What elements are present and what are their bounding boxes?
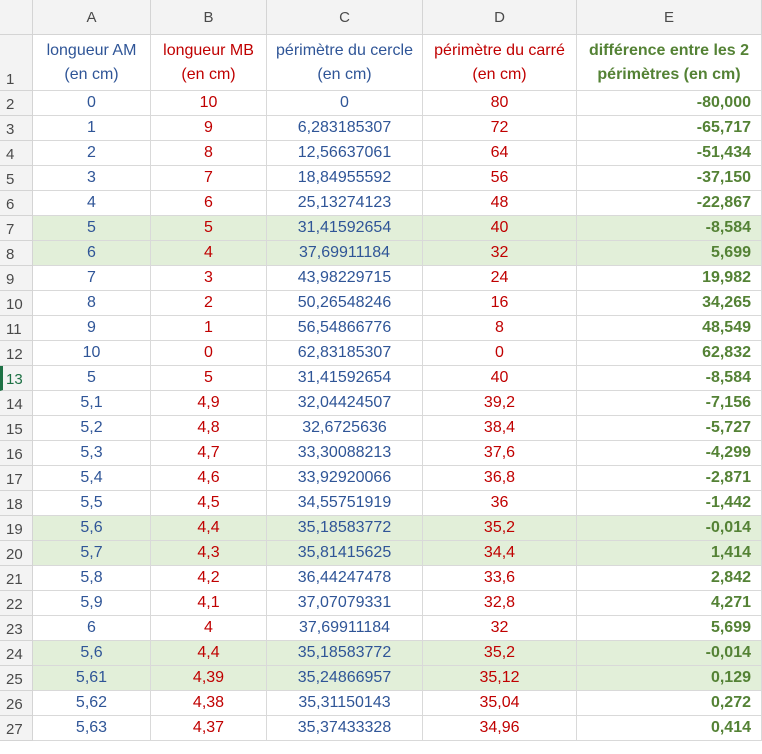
cell-perimetre-cercle[interactable]: 32,04424507 [267, 391, 423, 416]
cell-perimetre-carre[interactable]: 48 [423, 191, 577, 216]
cell-perimetre-cercle[interactable]: 35,18583772 [267, 516, 423, 541]
header-row [0, 35, 762, 91]
cell-perimetre-carre[interactable]: 39,2 [423, 391, 577, 416]
table-row [0, 516, 762, 541]
cell-perimetre-carre[interactable]: 35,04 [423, 691, 577, 716]
cell-perimetre-cercle[interactable]: 35,31150143 [267, 691, 423, 716]
cell-longueur-am[interactable]: 5,5 [33, 491, 151, 516]
row-number[interactable]: 16 [0, 441, 33, 466]
cell-longueur-mb[interactable]: 3 [151, 266, 267, 291]
table-row [0, 241, 762, 266]
cell-perimetre-cercle[interactable]: 31,41592654 [267, 366, 423, 391]
cell-perimetre-carre[interactable]: 37,6 [423, 441, 577, 466]
cell-perimetre-cercle[interactable]: 25,13274123 [267, 191, 423, 216]
row-number[interactable]: 2 [0, 91, 33, 116]
cell-difference[interactable]: -65,717 [577, 116, 762, 141]
cell-perimetre-carre[interactable]: 72 [423, 116, 577, 141]
row-number[interactable]: 21 [0, 566, 33, 591]
column-headers [33, 0, 762, 35]
header-cell-longueur-am[interactable]: longueur AM (en cm) [33, 35, 151, 91]
cell-longueur-am[interactable]: 6 [33, 241, 151, 266]
cell-difference[interactable]: -51,434 [577, 141, 762, 166]
cell-difference[interactable]: 0,129 [577, 666, 762, 691]
cell-longueur-am[interactable]: 3 [33, 166, 151, 191]
cell-longueur-mb[interactable]: 0 [151, 341, 267, 366]
cell-longueur-mb[interactable]: 1 [151, 316, 267, 341]
row-number[interactable]: 14 [0, 391, 33, 416]
cell-perimetre-carre[interactable]: 35,2 [423, 516, 577, 541]
cell-difference[interactable]: 5,699 [577, 616, 762, 641]
table-row [0, 91, 762, 116]
cell-perimetre-cercle[interactable]: 18,84955592 [267, 166, 423, 191]
cell-longueur-am[interactable]: 7 [33, 266, 151, 291]
cell-perimetre-carre[interactable]: 34,96 [423, 716, 577, 741]
header-cell-perimetre-cercle[interactable]: périmètre du cercle (en cm) [267, 35, 423, 91]
table-row [0, 216, 762, 241]
row-number[interactable]: 1 [0, 35, 33, 91]
column-header-b[interactable]: B [151, 0, 267, 35]
cell-longueur-am[interactable]: 10 [33, 341, 151, 366]
cell-difference[interactable]: 48,549 [577, 316, 762, 341]
cell-perimetre-carre[interactable]: 40 [423, 366, 577, 391]
row-number[interactable]: 5 [0, 166, 33, 191]
cell-longueur-mb[interactable]: 8 [151, 141, 267, 166]
cell-perimetre-cercle[interactable]: 34,55751919 [267, 491, 423, 516]
cell-perimetre-cercle[interactable]: 35,24866957 [267, 666, 423, 691]
table-row [0, 416, 762, 441]
row-number[interactable]: 12 [0, 341, 33, 366]
cell-longueur-mb[interactable]: 4,4 [151, 641, 267, 666]
cell-perimetre-carre[interactable]: 38,4 [423, 416, 577, 441]
row-number[interactable]: 17 [0, 466, 33, 491]
cell-longueur-mb[interactable]: 5 [151, 216, 267, 241]
table-row [0, 566, 762, 591]
row-number[interactable]: 27 [0, 716, 33, 741]
cell-longueur-am[interactable]: 5,63 [33, 716, 151, 741]
cell-longueur-mb[interactable]: 4,2 [151, 566, 267, 591]
cell-difference[interactable]: -5,727 [577, 416, 762, 441]
column-header-a[interactable]: A [33, 0, 151, 35]
cell-difference[interactable]: -37,150 [577, 166, 762, 191]
table-row [0, 541, 762, 566]
cell-longueur-am[interactable]: 5,4 [33, 466, 151, 491]
row-number[interactable]: 24 [0, 641, 33, 666]
row-number[interactable]: 26 [0, 691, 33, 716]
cell-longueur-am[interactable]: 5,6 [33, 516, 151, 541]
cell-difference[interactable]: 1,414 [577, 541, 762, 566]
cell-longueur-mb[interactable]: 4,5 [151, 491, 267, 516]
cell-longueur-mb[interactable]: 6 [151, 191, 267, 216]
row-number[interactable]: 22 [0, 591, 33, 616]
cell-perimetre-cercle[interactable]: 12,56637061 [267, 141, 423, 166]
cell-perimetre-cercle[interactable]: 37,69911184 [267, 241, 423, 266]
table-row [0, 116, 762, 141]
table-row [0, 391, 762, 416]
header-cell-difference[interactable]: différence entre les 2 périmètres (en cm) [577, 35, 762, 91]
cell-perimetre-carre[interactable]: 40 [423, 216, 577, 241]
cell-longueur-mb[interactable]: 9 [151, 116, 267, 141]
cell-longueur-am[interactable]: 5,8 [33, 566, 151, 591]
column-header-e[interactable]: E [577, 0, 762, 35]
cell-longueur-mb[interactable]: 4,37 [151, 716, 267, 741]
cell-perimetre-cercle[interactable]: 50,26548246 [267, 291, 423, 316]
row-number[interactable]: 13 [0, 366, 33, 391]
cell-perimetre-cercle[interactable]: 62,83185307 [267, 341, 423, 366]
cell-longueur-am[interactable]: 8 [33, 291, 151, 316]
select-all-corner[interactable] [0, 0, 33, 35]
table-row [0, 291, 762, 316]
table-row [0, 466, 762, 491]
header-cell-perimetre-carre[interactable]: périmètre du carré (en cm) [423, 35, 577, 91]
cell-longueur-am[interactable]: 5,62 [33, 691, 151, 716]
cell-longueur-am[interactable]: 2 [33, 141, 151, 166]
cell-perimetre-carre[interactable]: 80 [423, 91, 577, 116]
cell-longueur-mb[interactable]: 4,8 [151, 416, 267, 441]
cell-perimetre-cercle[interactable]: 0 [267, 91, 423, 116]
cell-perimetre-cercle[interactable]: 31,41592654 [267, 216, 423, 241]
cell-longueur-mb[interactable]: 4,9 [151, 391, 267, 416]
cell-longueur-am[interactable]: 4 [33, 191, 151, 216]
table-row [0, 666, 762, 691]
row-number[interactable]: 11 [0, 316, 33, 341]
cell-perimetre-cercle[interactable]: 43,98229715 [267, 266, 423, 291]
cell-perimetre-carre[interactable]: 36 [423, 491, 577, 516]
cell-difference[interactable]: -2,871 [577, 466, 762, 491]
cell-difference[interactable]: 34,265 [577, 291, 762, 316]
cell-longueur-mb[interactable]: 4,6 [151, 466, 267, 491]
cell-difference[interactable]: -0,014 [577, 516, 762, 541]
row-number[interactable]: 4 [0, 141, 33, 166]
cell-difference[interactable]: 62,832 [577, 341, 762, 366]
cell-perimetre-carre[interactable]: 35,12 [423, 666, 577, 691]
cell-longueur-mb[interactable]: 7 [151, 166, 267, 191]
cell-difference[interactable]: 0,272 [577, 691, 762, 716]
cell-longueur-am[interactable]: 9 [33, 316, 151, 341]
row-number[interactable]: 6 [0, 191, 33, 216]
cell-longueur-mb[interactable]: 5 [151, 366, 267, 391]
cell-longueur-am[interactable]: 1 [33, 116, 151, 141]
cell-difference[interactable]: 4,271 [577, 591, 762, 616]
row-number[interactable]: 10 [0, 291, 33, 316]
cell-perimetre-cercle[interactable]: 35,37433328 [267, 716, 423, 741]
cell-longueur-mb[interactable]: 4,4 [151, 516, 267, 541]
cell-difference[interactable]: -0,014 [577, 641, 762, 666]
row-number[interactable]: 7 [0, 216, 33, 241]
cell-perimetre-cercle[interactable]: 37,69911184 [267, 616, 423, 641]
cell-difference[interactable]: 19,982 [577, 266, 762, 291]
row-number[interactable]: 3 [0, 116, 33, 141]
table-row [0, 591, 762, 616]
cell-longueur-mb[interactable]: 4,38 [151, 691, 267, 716]
cell-difference[interactable]: -4,299 [577, 441, 762, 466]
row-number[interactable]: 18 [0, 491, 33, 516]
cell-perimetre-carre[interactable]: 32 [423, 241, 577, 266]
cell-longueur-am[interactable]: 5,3 [33, 441, 151, 466]
cell-difference[interactable]: 2,842 [577, 566, 762, 591]
cell-longueur-am[interactable]: 5,61 [33, 666, 151, 691]
cell-longueur-am[interactable]: 5,9 [33, 591, 151, 616]
table-row [0, 341, 762, 366]
cell-perimetre-carre[interactable]: 64 [423, 141, 577, 166]
table-row [0, 191, 762, 216]
table-row [0, 716, 762, 741]
cell-longueur-am[interactable]: 5,1 [33, 391, 151, 416]
cell-perimetre-carre[interactable]: 32 [423, 616, 577, 641]
cell-longueur-am[interactable]: 5,2 [33, 416, 151, 441]
cell-perimetre-cercle[interactable]: 37,07079331 [267, 591, 423, 616]
cell-perimetre-carre[interactable]: 36,8 [423, 466, 577, 491]
cell-perimetre-cercle[interactable]: 35,81415625 [267, 541, 423, 566]
row-number[interactable]: 8 [0, 241, 33, 266]
table-row [0, 266, 762, 291]
cell-perimetre-carre[interactable]: 32,8 [423, 591, 577, 616]
cell-longueur-am[interactable]: 0 [33, 91, 151, 116]
cell-longueur-mb[interactable]: 4 [151, 241, 267, 266]
cell-difference[interactable]: -8,584 [577, 366, 762, 391]
cell-perimetre-cercle[interactable]: 6,283185307 [267, 116, 423, 141]
row-number[interactable]: 19 [0, 516, 33, 541]
cell-longueur-am[interactable]: 5 [33, 216, 151, 241]
cell-difference[interactable]: 0,414 [577, 716, 762, 741]
cell-difference[interactable]: -8,584 [577, 216, 762, 241]
row-number[interactable]: 15 [0, 416, 33, 441]
table-row [0, 441, 762, 466]
cell-grid [0, 35, 762, 741]
cell-difference[interactable]: -1,442 [577, 491, 762, 516]
cell-perimetre-cercle[interactable]: 35,18583772 [267, 641, 423, 666]
table-row [0, 641, 762, 666]
cell-longueur-mb[interactable]: 4,1 [151, 591, 267, 616]
row-number[interactable]: 25 [0, 666, 33, 691]
cell-perimetre-carre[interactable]: 33,6 [423, 566, 577, 591]
cell-difference[interactable]: 5,699 [577, 241, 762, 266]
cell-longueur-mb[interactable]: 2 [151, 291, 267, 316]
row-number[interactable]: 23 [0, 616, 33, 641]
cell-perimetre-carre[interactable]: 0 [423, 341, 577, 366]
cell-perimetre-carre[interactable]: 35,2 [423, 641, 577, 666]
cell-perimetre-cercle[interactable]: 33,92920066 [267, 466, 423, 491]
table-row [0, 141, 762, 166]
cell-difference[interactable]: -80,000 [577, 91, 762, 116]
table-row [0, 691, 762, 716]
cell-longueur-am[interactable]: 5,7 [33, 541, 151, 566]
table-row [0, 316, 762, 341]
cell-difference[interactable]: -22,867 [577, 191, 762, 216]
column-header-d[interactable]: D [423, 0, 577, 35]
row-number[interactable]: 9 [0, 266, 33, 291]
cell-perimetre-carre[interactable]: 8 [423, 316, 577, 341]
table-row [0, 491, 762, 516]
row-number[interactable]: 20 [0, 541, 33, 566]
cell-perimetre-carre[interactable]: 56 [423, 166, 577, 191]
cell-perimetre-carre[interactable]: 16 [423, 291, 577, 316]
cell-longueur-mb[interactable]: 10 [151, 91, 267, 116]
cell-longueur-mb[interactable]: 4,3 [151, 541, 267, 566]
table-row [0, 616, 762, 641]
cell-perimetre-carre[interactable]: 34,4 [423, 541, 577, 566]
header-cell-longueur-mb[interactable]: longueur MB (en cm) [151, 35, 267, 91]
cell-longueur-am[interactable]: 5,6 [33, 641, 151, 666]
table-row [0, 366, 762, 391]
cell-longueur-mb[interactable]: 4,39 [151, 666, 267, 691]
cell-perimetre-cercle[interactable]: 32,6725636 [267, 416, 423, 441]
cell-longueur-am[interactable]: 6 [33, 616, 151, 641]
cell-perimetre-cercle[interactable]: 33,30088213 [267, 441, 423, 466]
cell-perimetre-carre[interactable]: 24 [423, 266, 577, 291]
cell-difference[interactable]: -7,156 [577, 391, 762, 416]
table-row [0, 166, 762, 191]
cell-longueur-am[interactable]: 5 [33, 366, 151, 391]
column-header-c[interactable]: C [267, 0, 423, 35]
cell-perimetre-cercle[interactable]: 36,44247478 [267, 566, 423, 591]
cell-longueur-mb[interactable]: 4,7 [151, 441, 267, 466]
cell-perimetre-cercle[interactable]: 56,54866776 [267, 316, 423, 341]
cell-longueur-mb[interactable]: 4 [151, 616, 267, 641]
